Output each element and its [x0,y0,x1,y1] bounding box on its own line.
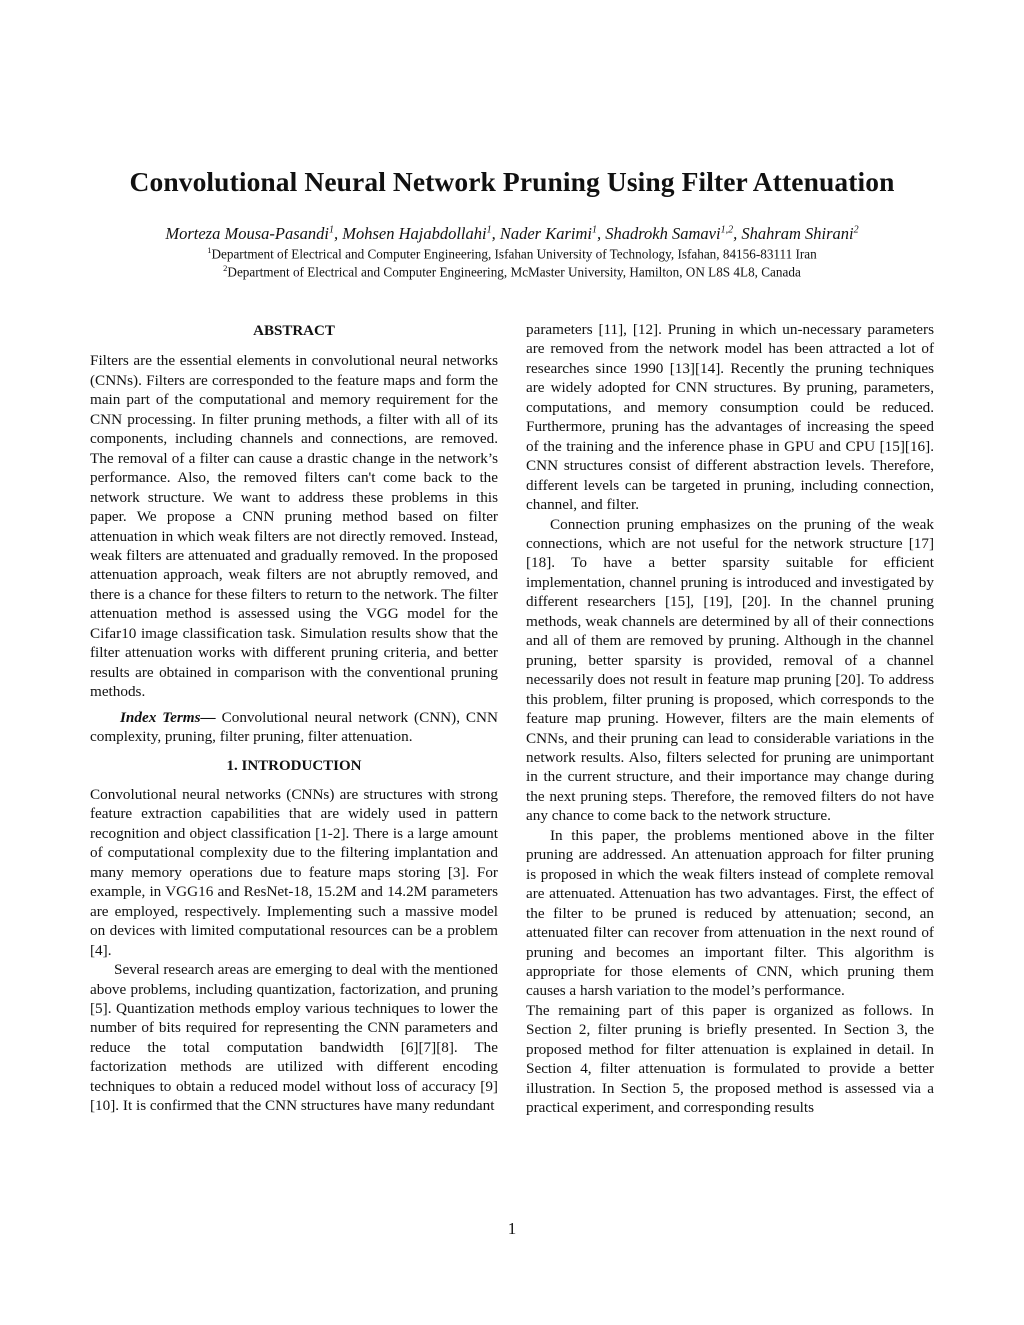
page-number: 1 [507,1219,517,1238]
abstract-text: Filters are the essential elements in convolutional neural networks (CNNs). Filters are corresponded to the feature maps and form the main part of the computational and memory requirement for the CNN processing. In filter pruning methods, a filter with all of its components, including channels and connections, are removed. The removal of a filter can cause a drastic change in the network’s performance. Also, the removed filters can't come back to the network structure. We want to address these problems in this paper. We propose a CNN pruning method based on filter attenuation in which weak filters are not directly removed. Instead, weak filters are attenuated and gradually removed. In the proposed attenuation approach, weak filters are not abruptly removed, and there is a chance for these filters to return to the network. The filter attenuation method is assessed using the VGG model for the Cifar10 image classification task. Simulation results show that the filter attenuation works with different pruning criteria, and better results are obtained in comparison with the conventional pruning methods. [90,352,498,701]
author: Morteza Mousa-Pasandi [165,224,329,243]
body-paragraph: The remaining part of this paper is organized as follows. In Section 2, filter pruning is briefly presented. In Section 3, the proposed method for filter attenuation is explained in detail. In Section 4, filter attenuation is formulated to provide a better illustration. In Section 5, the proposed method is assessed via a practical experiment, and corresponding results [526,1001,934,1117]
left-column [90,320,498,1116]
affiliation-number: 1 [207,245,212,255]
author-list [0,224,1024,244]
affiliation [0,263,1024,280]
index-terms-label: Index Terms— [120,708,216,726]
author-separator: , [733,224,742,243]
author-affiliation-mark: 1 [486,224,492,236]
abstract-heading: ABSTRACT [253,323,335,339]
affiliation [0,245,1024,262]
body-paragraph: parameters [11], [12]. Pruning in which un-necessary parameters are removed from the network model has been attracted a lot of researches since 1990 [13][14]. Recently the pruning techniques are widely adopted for CNN structures. By pruning, parameters, computations, and memory consumption could be reduced. Furthermore, pruning has the advantages of increasing the speed of the training and the inference phase in GPU and CPU [15][16]. CNN structures consist of different abstraction levels. Therefore, different levels can be targeted in pruning, including connection, channel, and filter. [526,321,934,514]
author: Mohsen Hajabdollahi [342,224,487,243]
author-affiliation-mark: 2 [853,224,859,236]
affiliation-number: 2 [223,263,228,273]
affiliation-text: Department of Electrical and Computer Engineering, Isfahan University of Technology, Isfahan, 84156-83111 Iran [211,246,817,262]
intro-paragraph: Convolutional neural networks (CNNs) are structures with strong feature extraction capabilities that are widely used in pattern recognition and object classification [1-2]. There is a large amount of computational complexity due to the filtering implantation and many memory operations due to feature maps storing [3]. For example, in VGG16 and ResNet-18, 15.2M and 14.2M parameters are employed, respectively. Implementing such a massive model on devices with limited computational resources can be a problem [4]. [90,785,498,959]
index-terms-text: Convolutional neural network (CNN), CNN complexity, pruning, filter pruning, filter attenuation. [90,708,498,746]
author-affiliation-mark: 1 [328,224,334,236]
author-separator: , [491,224,500,243]
introduction-heading: 1. INTRODUCTION [226,757,362,774]
affiliation-text: Department of Electrical and Computer Engineering, McMaster University, Hamilton, ON L8S 4L8, Canada [227,264,801,280]
right-column [526,320,934,1118]
author-separator: , [596,224,606,243]
author-affiliation-mark: 1 [591,224,597,236]
author-affiliation-mark: 1,2 [720,224,734,236]
intro-paragraph: Several research areas are emerging to deal with the mentioned above problems, including quantization, factorization, and pruning [5]. Quantization methods employ various techniques to lower the number of bits required for representing the CNN parameters and reduce the total computation bandwidth [6][7][8]. The factorization methods are utilized with different encoding techniques to obtain a reduced model without loss of accuracy [9] [10]. It is confirmed that the CNN structures have many redundant [90,961,498,1115]
author-separator: , [333,224,343,243]
author: Shadrokh Samavi [605,224,721,243]
paper-title: Convolutional Neural Network Pruning Using Filter Attenuation [129,166,895,197]
author: Shahram Shirani [741,224,854,243]
author: Nader Karimi [499,224,592,243]
index-terms [90,708,498,747]
body-paragraph: Connection pruning emphasizes on the pruning of the weak connections, which are not useful for the network structure [17][18]. To have a better sparsity suitable for efficient implementation, channel pruning is introduced and investigated by different researchers [15], [19], [20]. In the channel pruning methods, weak channels are determined by all of their connections and all of them are removed by pruning. Although in the channel pruning, better sparsity is provided, removal of a channel necessarily does not result in feature map pruning [20]. To address this problem, filter pruning is proposed, which corresponds to the feature map pruning. However, filters are the main elements of CNNs, and their pruning can lead to considerable variations in the network results. Also, filters selected for pruning are unimportant in the current structure, and their importance may change during the next pruning steps. Therefore, the removed filters do not have any chance to come back to the network structure. [526,515,934,825]
body-paragraph: In this paper, the problems mentioned above in the filter pruning are addressed. An attenuation approach for filter pruning is proposed in which the weak filters instead of complete removal are attenuated. Attenuation has two advantages. First, the effect of the filter to be pruned is reduced by attenuation; second, an attenuated filter can recover from attenuation in the next round of pruning and becomes an important filter. This algorithm is appropriate for those elements of CNN, which pruning them causes a harsh variation to the model’s performance. [526,826,934,1000]
